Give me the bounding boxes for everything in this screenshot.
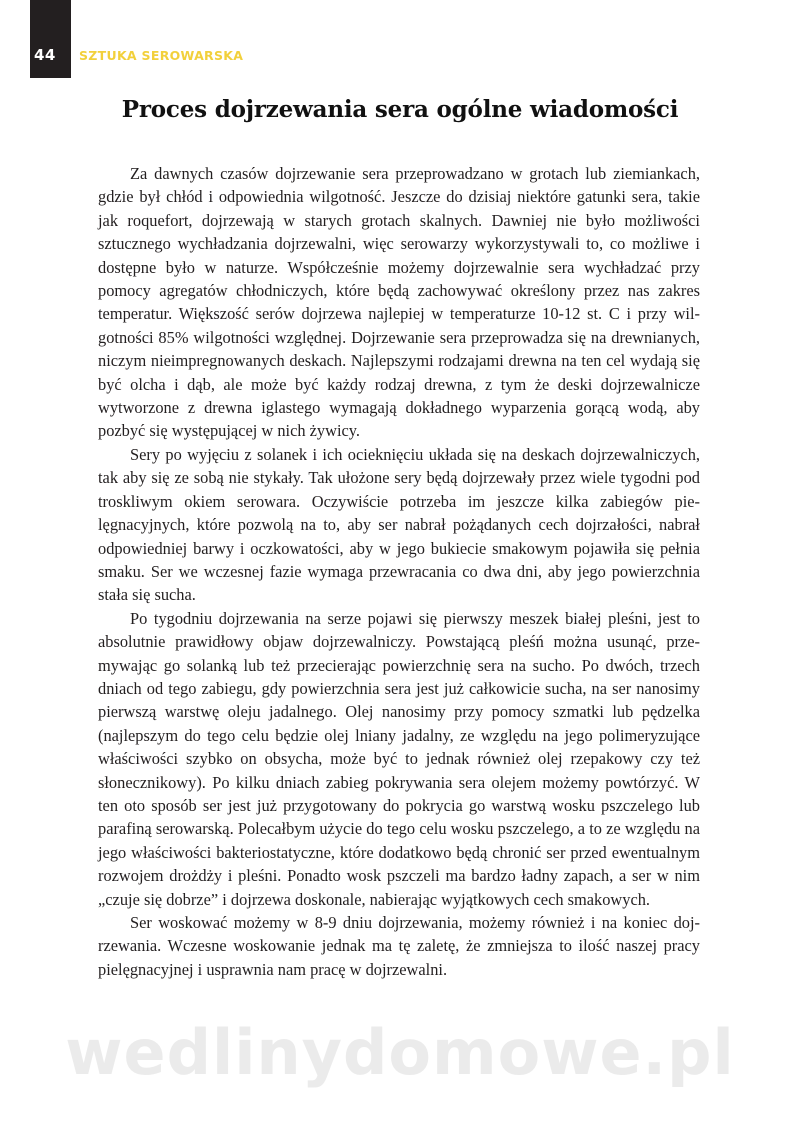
- page-number-tab: [30, 0, 71, 78]
- paragraph: Sery po wyjęciu z solanek i ich ocieknięciu układa się na deskach dojrzewalniczych, tak aby się ze sobą nie stykały. Tak ułożone sery będą dojrzewały przez wiele tygodni pod troskliwym okiem serowara. Oczywiście potrzeba im jeszcze kilka zabiegów pielęgnacyjnych, które pozwolą na to, aby ser nabrał pożądanych cech dojrzałości, nabrał odpowiedniej barwy i oczkowatości, aby w jego bukiecie smakowym pojawiła się pełnia smaku. Ser we wczesnej fazie wymaga przewracania co dwa dni, aby jego powierzchnia stała się sucha.: [98, 444, 700, 605]
- page-header: [0, 0, 800, 78]
- paragraph: Po tygodniu dojrzewania na serze pojawi się pierwszy meszek białej pleśni, jest to absolutnie prawidłowy objaw dojrzewalniczy. Powstającą pleśń można usunąć, przemywając go solanką lub też przecierając powierzchnię sera na sucho. Po dwóch, trzech dniach od tego zabiegu, gdy powierzchnia sera jest już całkowicie sucha, na ser nanosimy pierwszą warstwę oleju jadalnego. Olej nanosimy przy pomocy szmatki lub pędzelka (najlepszym do tego celu będzie olej lniany jadalny, ze względu na jego polimeryzujące właściwości szybko on obsycha, może być to jednak również olej rzepakowy czy też słonecznikowy). Po kilku dniach zabieg pokrywania sera olejem możemy powtórzyć. W ten oto sposób ser jest już przygotowany do pokrycia go warstwą wosku pszczelego lub parafiną serowarską. Polecałbym użycie do tego celu wosku pszczelego, a to ze względu na jego właściwości bakteriostatyczne, które dodatkowo będą chronić ser przed ewentualnym rozwojem drożdży i pleśni. Ponadto wosk pszczeli ma bardzo ładny zapach, a ser w nim „czuje się dobrze” i dojrzewa doskonale, nabierając wyjątkowych cech smakowych.: [98, 608, 700, 909]
- page-number: 44: [34, 46, 56, 64]
- article-body: [98, 162, 700, 981]
- paragraph: Ser woskować możemy w 8-9 dniu dojrzewania, możemy również i na koniec dojrzewania. Wczesne woskowanie jednak ma tę zaletę, że zmniejsza to ilość naszej pracy pielęgnacyjnej i usprawnia nam pracę w dojrzewalni.: [98, 913, 700, 979]
- paragraph: Za dawnych czasów dojrzewanie sera przeprowadzano w grotach lub ziemiankach, gdzie był chłód i odpowiednia wilgotność. Jeszcze do dzisiaj niektóre gatunki sera, takie jak roquefort, dojrzewają w starych grotach skalnych. Dawniej nie było możliwości sztucznego wychładzania dojrzewalni, więc serowarzy wykorzystywali to, co możliwe i dostępne było w naturze. Współcześnie możemy dojrzewalnie sera wychładzać przy pomocy agregatów chłodniczych, które będą zachowywać określony przez nas zakres temperatur. Większość serów dojrzewa najlepiej w temperaturze 10-12 st. C i przy wilgotności 85% wilgotności względnej. Dojrzewanie sera przeprowadza się na drewnianych, niczym nieimpregnowanych deskach. Najlepszymi rodzajami drewna na ten cel wydają się być olcha i dąb, ale może być każdy rodzaj drewna, z tym że deski dojrzewalnicze wytworzone z drewna iglastego wymagają dokładnego wyparzenia gorącą wodą, aby pozbyć się występującej w nich żywicy.: [98, 164, 700, 441]
- watermark: wedlinydomowe.pl: [65, 1016, 735, 1089]
- article-title: Proces dojrzewania sera ogólne wiadomości: [121, 96, 679, 123]
- running-header-title: SZTUKA SEROWARSKA: [79, 48, 244, 63]
